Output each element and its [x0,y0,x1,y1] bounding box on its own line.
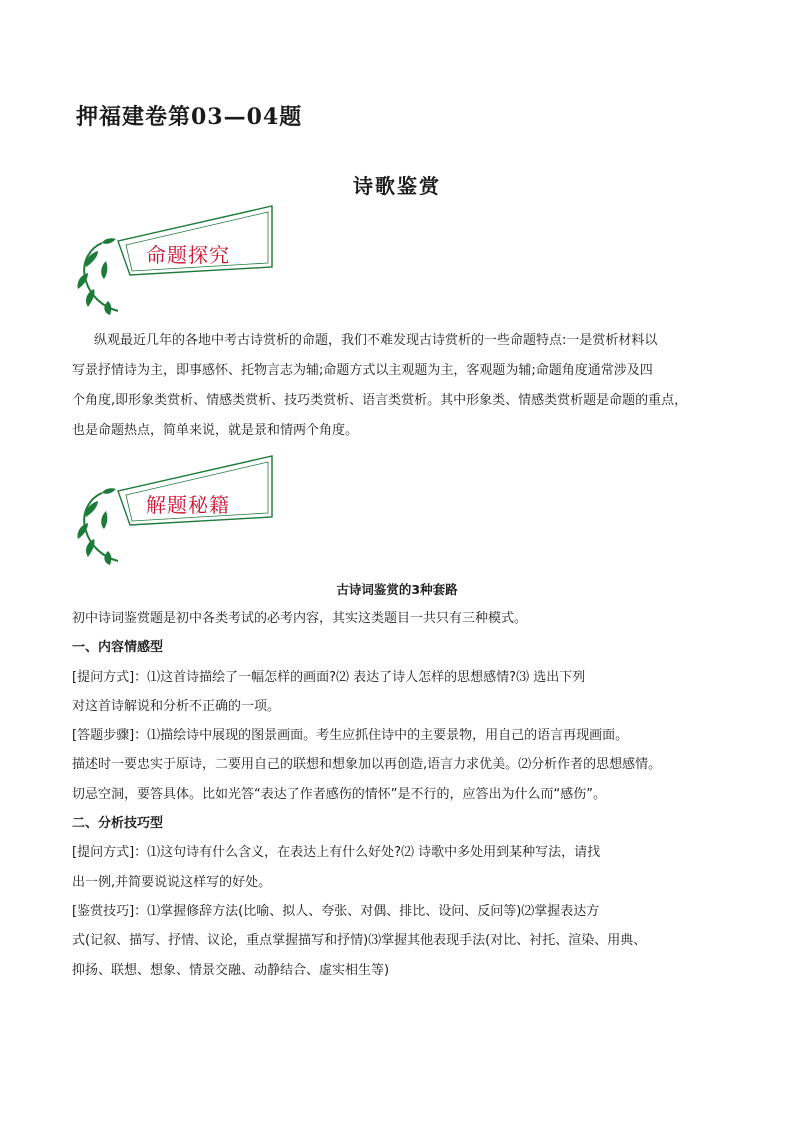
content-line: 式(记叙、描写、抒情、议论，重点掌握描写和抒情)⑶掌握其他表现手法(对比、衬托、渲染、用典、 [72,933,647,949]
intro-line: 纵观最近几年的各地中考古诗赏析的命题，我们不难发现古诗赏析的一些命题特点:一是赏析材料以 [94,333,658,348]
intro-line: 也是命题热点，简单来说，就是景和情两个角度。 [72,423,359,438]
content-line: [鉴赏技巧]：⑴掌握修辞方法(比喻、拟人、夸张、对偶、排比、设问、反问等)⑵掌握表达方 [72,903,600,919]
intro-paragraph [72,326,732,446]
content-line: 出一例,并简要说说这样写的好处。 [72,874,272,890]
content-line: 描述时一要忠实于原诗，二要用自己的联想和想象加以再创造,语言力求优美。⑵分析作者的思想感情。 [72,757,662,773]
heading-analysis-technique: 二、分析技巧型 [72,816,164,832]
intro-line: 写景抒情诗为主，即事感怀、托物言志为辅;命题方式以主观题为主，客观题为辅;命题角度通常涉及四 [72,363,653,378]
section-title: 古诗词鉴赏的3种套路 [336,582,458,597]
banner-proposition [72,203,282,318]
content-line: [答题步骤]：⑴描绘诗中展现的图景画面。考生应抓住诗中的主要景物，用自己的语言再现画面。 [72,728,629,744]
page-title: 押福建卷第03—04题 [76,104,303,130]
heading-content-emotion: 一、内容情感型 [72,640,164,656]
content-line: 抑扬、联想、想象、情景交融、动静结合、虚实相生等) [72,962,390,978]
banner-solving-tips [72,453,282,568]
banner-label: 解题秘籍 [146,493,230,517]
content-line: 切忌空洞，要答具体。比如光答“表达了作者感伤的情怀”是不行的，应答出为什么而“感伤”。 [72,786,606,802]
page-subtitle: 诗歌鉴赏 [353,174,441,198]
content-line: 初中诗词鉴赏题是初中各类考试的必考内容，其实这类题目一共只有三种模式。 [72,611,528,626]
content-line: [提问方式]：⑴这首诗描绘了一幅怎样的画面?⑵ 表达了诗人怎样的思想感情?⑶ 选出下列 [72,669,586,685]
intro-line: 个角度,即形象类赏析、情感类赏析、技巧类赏析、语言类赏析。其中形象类、情感类赏析题是命题的重点， [72,393,688,408]
banner-label: 命题探究 [146,243,230,267]
content-line: 对这首诗解说和分析不正确的一项。 [72,698,281,714]
section-content [72,604,732,985]
content-line: [提问方式]：⑴这句诗有什么含义，在表达上有什么好处?⑵ 诗歌中多处用到某种写法，请找 [72,845,601,861]
